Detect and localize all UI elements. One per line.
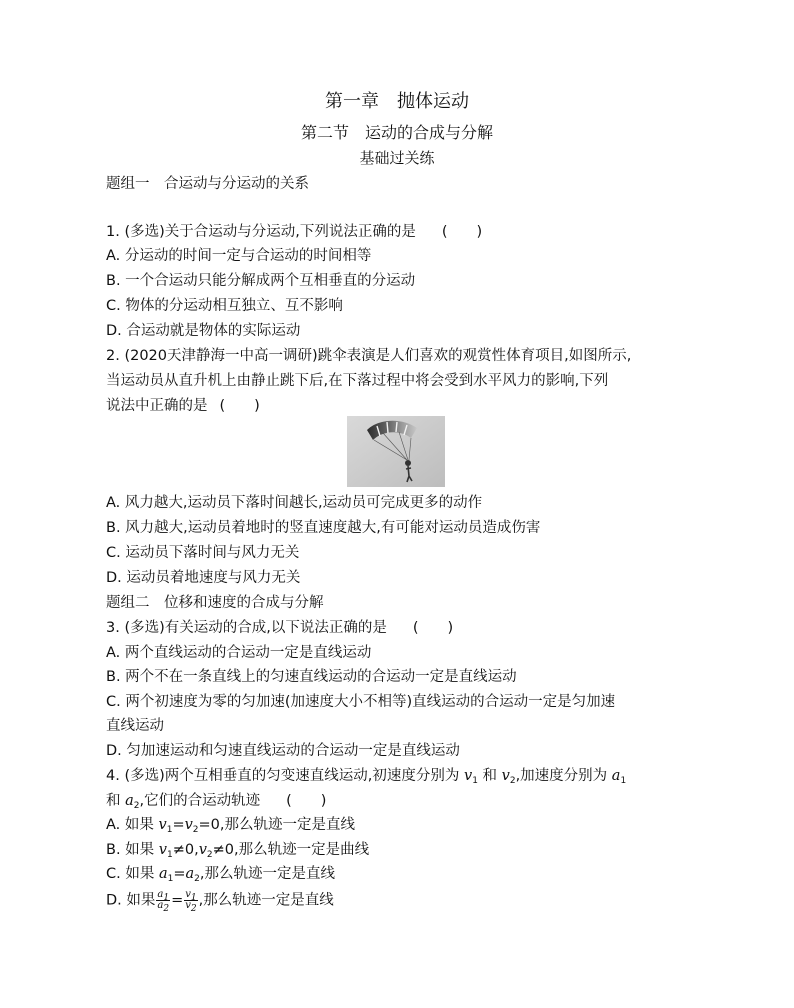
q4-answer-paren: ( ) bbox=[286, 793, 327, 809]
q4-opt-b-post: ≠0,那么轨迹一定是曲线 bbox=[212, 842, 370, 858]
q4-opt-b-v2-sub: 2 bbox=[206, 850, 213, 860]
subsection-title: 基础过关练 bbox=[359, 149, 435, 167]
q2-option-d: D. 运动员着地速度与风力无关 bbox=[106, 570, 301, 586]
q4-opt-d-frac-v-den: $v_2$ bbox=[185, 900, 197, 914]
q3-option-d: D. 匀加速运动和匀速直线运动的合运动一定是直线运动 bbox=[106, 743, 460, 759]
q4-stem-a: 4. (多选)两个互相垂直的匀变速直线运动,初速度分别为 bbox=[106, 768, 464, 784]
q4-option-a bbox=[106, 815, 355, 835]
q1-option-c: C. 物体的分运动相互独立、互不影响 bbox=[106, 298, 343, 314]
q4-opt-c-a2: a bbox=[185, 866, 195, 882]
group1-title: 题组一 合运动与分运动的关系 bbox=[106, 176, 309, 192]
q4-opt-a-post: =0,那么轨迹一定是直线 bbox=[198, 817, 356, 833]
q4-stem-b: ,加速度分别为 bbox=[515, 768, 612, 784]
q4-opt-a-pre: A. 如果 bbox=[106, 817, 159, 833]
q4-opt-b-v1: v bbox=[158, 842, 167, 858]
q4-opt-a-v1-sub: 1 bbox=[166, 825, 173, 835]
q4-line2-b: ,它们的合运动轨迹 bbox=[139, 793, 261, 809]
chapter-title: 第一章 抛体运动 bbox=[325, 91, 469, 112]
q4-option-b bbox=[106, 840, 369, 860]
q4-v1-sub: 1 bbox=[472, 776, 478, 786]
q4-option-d bbox=[106, 889, 334, 914]
q4-opt-b-v2: v bbox=[198, 842, 207, 858]
q4-and: 和 bbox=[477, 768, 502, 784]
q4-a1-sub: 1 bbox=[620, 776, 627, 786]
q4-opt-d-pre: D. 如果 bbox=[106, 892, 156, 909]
q2-option-c: C. 运动员下落时间与风力无关 bbox=[106, 545, 300, 561]
q4-opt-c-a1: a bbox=[158, 866, 168, 882]
q4-opt-d-frac-a-den: $a_2$ bbox=[157, 900, 170, 914]
q2-answer-paren: ( ) bbox=[219, 398, 260, 414]
parachutist-photo bbox=[347, 416, 445, 487]
q4-opt-c-post: ,那么轨迹一定是直线 bbox=[199, 866, 335, 882]
q1-answer-paren: ( ) bbox=[441, 224, 483, 240]
q2-stem-line3-text: 说法中正确的是 bbox=[106, 398, 208, 414]
q4-line2-a: 和 bbox=[106, 793, 126, 809]
q4-a1-symbol: a bbox=[611, 768, 621, 784]
group2-title: 题组二 位移和速度的合成与分解 bbox=[106, 595, 324, 611]
q3-option-b: B. 两个不在一条直线上的匀速直线运动的合运动一定是直线运动 bbox=[106, 669, 517, 685]
q4-opt-d-frac-v-num: $v_1$ bbox=[185, 889, 197, 903]
q4-stem-line2 bbox=[106, 791, 326, 811]
q4-opt-a-v2-sub: 2 bbox=[192, 825, 199, 835]
q4-stem-line1 bbox=[106, 766, 626, 786]
q4-v2-sub: 2 bbox=[509, 776, 516, 786]
q4-opt-c-a2-sub: 2 bbox=[194, 874, 200, 884]
q1-option-a: A. 分运动的时间一定与合运动的时间相等 bbox=[106, 248, 372, 264]
q4-opt-d-post: ,那么轨迹一定是直线 bbox=[198, 892, 334, 909]
q4-opt-d-frac-v bbox=[184, 889, 197, 914]
q4-opt-a-v1: v bbox=[158, 817, 167, 833]
q4-opt-b-pre: B. 如果 bbox=[106, 842, 159, 858]
q2-stem-line2: 当运动员从直升机上由静止跳下后,在下落过程中将会受到水平风力的影响,下列 bbox=[106, 373, 609, 389]
q3-option-c-cont: 直线运动 bbox=[106, 718, 164, 734]
q4-opt-a-v2: v bbox=[184, 817, 193, 833]
q2-option-b: B. 风力越大,运动员着地时的竖直速度越大,有可能对运动员造成伤害 bbox=[106, 520, 541, 536]
q4-opt-c-mid: = bbox=[173, 866, 186, 882]
q4-v1-symbol: v bbox=[463, 768, 473, 784]
q2-stem-line1: 2. (2020天津静海一中高一调研)跳伞表演是人们喜欢的观赏性体育项目,如图所示, bbox=[106, 348, 632, 364]
q4-v2-symbol: v bbox=[501, 768, 510, 784]
q4-opt-d-eq: = bbox=[171, 892, 184, 909]
q4-opt-c-pre: C. 如果 bbox=[106, 866, 159, 882]
q1-stem-text: 1. (多选)关于合运动与分运动,下列说法正确的是 bbox=[106, 224, 416, 240]
q4-a2-sub: 2 bbox=[133, 801, 140, 811]
q4-opt-b-mid: ≠0, bbox=[172, 842, 199, 858]
q4-opt-d-frac-a-num: $a_1$ bbox=[157, 889, 170, 903]
q3-option-a: A. 两个直线运动的合运动一定是直线运动 bbox=[106, 645, 372, 661]
q4-a2-symbol: a bbox=[125, 793, 134, 809]
q4-option-c bbox=[106, 864, 335, 884]
q2-stem-line3 bbox=[106, 396, 260, 416]
q1-stem bbox=[106, 222, 482, 242]
q2-option-a: A. 风力越大,运动员下落时间越长,运动员可完成更多的动作 bbox=[106, 495, 483, 511]
q3-stem bbox=[106, 618, 453, 638]
q4-opt-d-frac-a bbox=[156, 889, 170, 914]
q4-opt-a-mid: = bbox=[172, 817, 185, 833]
q1-option-b: B. 一个合运动只能分解成两个互相垂直的分运动 bbox=[106, 273, 416, 289]
q4-opt-b-v1-sub: 1 bbox=[166, 850, 173, 860]
q3-stem-text: 3. (多选)有关运动的合成,以下说法正确的是 bbox=[106, 620, 387, 636]
q3-answer-paren: ( ) bbox=[412, 620, 454, 636]
q4-opt-c-a1-sub: 1 bbox=[167, 874, 174, 884]
q3-option-c: C. 两个初速度为零的匀加速(加速度大小不相等)直线运动的合运动一定是匀加速 bbox=[106, 694, 616, 710]
section-title: 第二节 运动的合成与分解 bbox=[300, 123, 493, 142]
q1-option-d: D. 合运动就是物体的实际运动 bbox=[106, 323, 301, 339]
